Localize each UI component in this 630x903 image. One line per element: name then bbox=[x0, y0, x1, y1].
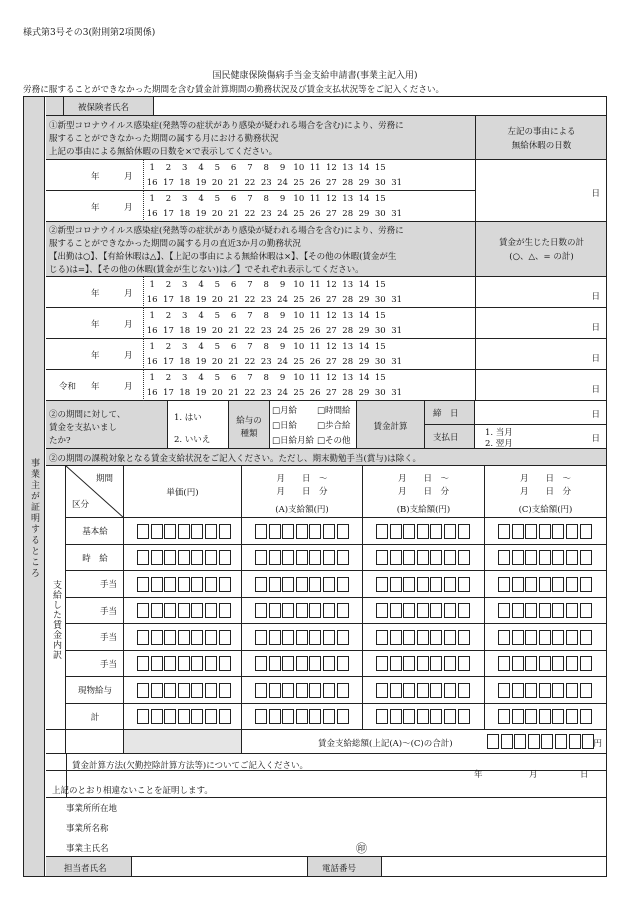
payment-question: ②の期間に対して、 賃金を支払いまし たか? bbox=[46, 401, 168, 449]
amount-a-cell[interactable] bbox=[242, 651, 363, 678]
unit-price-header: 単価(円) bbox=[124, 466, 242, 518]
wage-row-label-cell bbox=[66, 518, 124, 545]
wage-row-label-cell bbox=[66, 571, 124, 598]
amount-c-cell[interactable] bbox=[485, 704, 606, 731]
section2-month-row-4: 令和 年 月 1 2 3 4 5 6 7 8 9 10 11 12 13 14 15 16 17 18 19 20 21 22 23 24 25 26 27 28 29 30 31 bbox=[46, 370, 475, 401]
amount-b-cell[interactable] bbox=[363, 598, 485, 625]
kind-daily-monthly-checkbox[interactable]: □日給月給 bbox=[272, 436, 315, 446]
payment-yes-option[interactable]: 1. はい bbox=[174, 413, 202, 423]
phone-input[interactable] bbox=[382, 857, 606, 876]
pay-next-month-option[interactable]: 2. 翌月 bbox=[485, 439, 513, 449]
amount-b-cell[interactable] bbox=[363, 571, 485, 598]
days-row-first-half: 1 2 3 4 5 6 7 8 9 10 11 12 13 14 15 bbox=[149, 163, 386, 173]
pay-this-month-option[interactable]: 1. 当月 bbox=[485, 428, 513, 438]
amount-c-cell[interactable] bbox=[485, 545, 606, 572]
kind-hourly-checkbox[interactable]: □時間給 bbox=[317, 406, 351, 416]
address-input[interactable] bbox=[130, 798, 600, 816]
staff-label-cell: 担当者氏名 bbox=[46, 857, 132, 876]
seal-mark: ㊞ bbox=[356, 842, 367, 855]
cert-month: 月 bbox=[529, 770, 538, 780]
diagonal-line bbox=[66, 466, 124, 518]
amount-c-cell[interactable] bbox=[485, 651, 606, 678]
payment-answer[interactable] bbox=[168, 401, 229, 449]
kind-commission-checkbox[interactable]: □歩合給 bbox=[317, 421, 351, 431]
payment-no-option[interactable]: 2. いいえ bbox=[174, 435, 211, 445]
col-c-header: 月 日 ～ 月 日 分 (C)支給額(円) bbox=[485, 466, 606, 518]
amount-b-cell[interactable] bbox=[363, 677, 485, 704]
insured-name-label: 被保険者氏名 bbox=[78, 103, 130, 113]
amount-c-cell[interactable] bbox=[485, 624, 606, 651]
form-instruction: 労務に服することができなかった期間を含む賃金計算期間の勤務状況及び賃金支払状況等をご記入ください。 bbox=[23, 85, 445, 95]
amount-c-cell[interactable] bbox=[485, 571, 606, 598]
cert-statement: 上記のとおり相違ないことを証明します。 bbox=[52, 786, 213, 796]
wage-row-label: 手当 bbox=[99, 633, 117, 644]
address-label: 事業所所在地 bbox=[66, 804, 118, 814]
section1-month-row-2: 年 月 1 2 3 4 5 6 7 8 9 10 11 12 13 14 15 16 17 18 19 20 21 22 23 24 25 26 27 28 29 30 31 bbox=[46, 191, 475, 222]
unit-price-cell[interactable] bbox=[124, 704, 242, 731]
wage-row-label: 現物給与 bbox=[77, 686, 112, 697]
amount-a-cell[interactable] bbox=[242, 677, 363, 704]
wage-row-label-cell bbox=[66, 598, 124, 625]
amount-b-cell[interactable] bbox=[363, 704, 485, 731]
wage-row-label-cell bbox=[66, 545, 124, 572]
section2-paid-days-input-4[interactable]: 日 bbox=[475, 370, 606, 401]
form-number: 様式第3号その3(附則第2項関係) bbox=[23, 28, 156, 38]
col-b-header: 月 日 ～ 月 日 分 (B)支給額(円) bbox=[363, 466, 485, 518]
wage-kind-label: 給与の 種類 bbox=[229, 401, 270, 449]
side-label: 事業主が証明するところ bbox=[29, 458, 39, 579]
kind-other-checkbox[interactable]: □その他 bbox=[317, 436, 351, 446]
section2-paid-days-input-2[interactable]: 日 bbox=[475, 308, 606, 339]
amount-c-cell[interactable] bbox=[485, 598, 606, 625]
period-category-cell: 期間 区分 bbox=[66, 466, 124, 518]
wage-group-label: 支給した賃金内訳 bbox=[51, 580, 61, 660]
amount-b-cell[interactable] bbox=[363, 624, 485, 651]
days-row-second-half: 16 17 18 19 20 21 22 23 24 25 26 27 28 29 30 31 bbox=[146, 178, 403, 188]
section2-header: ②新型コロナウイルス感染症(発熱等の症状があり感染が疑われる場合を含む)により、労務に 服することができなかった期間の属する月の直近3か月の勤務状況 【出勤は○】、【有給休暇は△】、【上記の事由による無給休暇は×】、【その他の休暇(賃金が生 じる)は=】、【その他の休暇(賃金が生じない)は／】でそれぞれ表示してください。 bbox=[46, 222, 475, 277]
payday-label: 支払日 bbox=[425, 425, 475, 449]
unit-price-cell[interactable] bbox=[124, 545, 242, 572]
wage-row-label-cell bbox=[66, 677, 124, 704]
insured-name-label-cell bbox=[64, 97, 154, 116]
kind-daily-checkbox[interactable]: □日給 bbox=[272, 421, 298, 431]
office-name-label: 事業所名称 bbox=[66, 824, 109, 834]
unit-price-cell[interactable] bbox=[124, 651, 242, 678]
section2-month-row-2: 年 月 1 2 3 4 5 6 7 8 9 10 11 12 13 14 15 16 17 18 19 20 21 22 23 24 25 26 27 28 29 30 31 bbox=[46, 308, 475, 339]
closing-day-label: 締 日 bbox=[425, 401, 475, 425]
cert-day: 日 bbox=[580, 770, 589, 780]
amount-b-cell[interactable] bbox=[363, 518, 485, 545]
total-amount-boxes[interactable] bbox=[487, 734, 596, 749]
wage-row-label: 手当 bbox=[99, 580, 117, 591]
wage-row-label: 手当 bbox=[99, 659, 117, 670]
amount-a-cell[interactable] bbox=[242, 624, 363, 651]
section1-right-header: 左記の事由による 無給休暇の日数 bbox=[475, 116, 606, 160]
wage-calc-label: 賃金計算 bbox=[357, 401, 425, 449]
unit-price-cell[interactable] bbox=[124, 598, 242, 625]
wage-row-label: 手当 bbox=[99, 606, 117, 617]
form-title: 国民健康保険傷病手当金支給申請書(事業主記入用) bbox=[212, 71, 418, 81]
insured-name-input[interactable] bbox=[154, 97, 606, 116]
wage-row-label: 基本給 bbox=[82, 527, 108, 538]
wage-row-label-cell bbox=[66, 624, 124, 651]
days-row-second-half: 16 17 18 19 20 21 22 23 24 25 26 27 28 29 30 31 bbox=[146, 209, 403, 219]
days-row-first-half: 1 2 3 4 5 6 7 8 9 10 11 12 13 14 15 bbox=[149, 194, 386, 204]
wage-row-label: 計 bbox=[90, 712, 100, 723]
amount-a-cell[interactable] bbox=[242, 545, 363, 572]
total-row: 賃金支給総額(上記(A)～(C)の合計) 円 bbox=[242, 730, 606, 754]
payday-input[interactable]: 1. 当月 2. 翌月 日 bbox=[475, 425, 606, 449]
amount-a-cell[interactable] bbox=[242, 571, 363, 598]
amount-a-cell[interactable] bbox=[242, 598, 363, 625]
unit-price-cell[interactable] bbox=[124, 624, 242, 651]
wage-instruction: ②の期間の課税対象となる賃金支給状況をご記入ください。ただし、期末勤勉手当(賞与)は除く。 bbox=[46, 449, 606, 466]
kind-monthly-checkbox[interactable]: □月給 bbox=[272, 406, 298, 416]
section2-paid-days-input-1[interactable]: 日 bbox=[475, 277, 606, 308]
office-name-input[interactable] bbox=[130, 818, 600, 836]
section2-paid-days-input-3[interactable]: 日 bbox=[475, 339, 606, 370]
wage-row-label: 時 給 bbox=[82, 553, 108, 564]
amount-a-cell[interactable] bbox=[242, 518, 363, 545]
amount-b-cell[interactable] bbox=[363, 651, 485, 678]
amount-b-cell[interactable] bbox=[363, 545, 485, 572]
wage-row-label-cell bbox=[66, 651, 124, 678]
amount-a-cell[interactable] bbox=[242, 704, 363, 731]
closing-day-input[interactable]: 日 bbox=[475, 401, 606, 425]
owner-name-label: 事業主氏名 bbox=[66, 844, 109, 854]
col-a-header: 月 日 ～ 月 日 分 (A)支給額(円) bbox=[242, 466, 363, 518]
cert-year: 年 bbox=[474, 770, 483, 780]
section2-month-row-3: 年 月 1 2 3 4 5 6 7 8 9 10 11 12 13 14 15 16 17 18 19 20 21 22 23 24 25 26 27 28 29 30 31 bbox=[46, 339, 475, 370]
section2-month-row-1: 年 月 1 2 3 4 5 6 7 8 9 10 11 12 13 14 15 16 17 18 19 20 21 22 23 24 25 26 27 28 29 30 31 bbox=[46, 277, 475, 308]
amount-c-cell[interactable] bbox=[485, 677, 606, 704]
staff-name-input[interactable] bbox=[132, 857, 308, 876]
calc-method-input[interactable]: 賃金計算方法(欠勤控除計算方法等)についてご記入ください。 bbox=[72, 761, 308, 771]
wage-row-label-cell bbox=[66, 704, 124, 731]
unit-price-cell[interactable] bbox=[124, 571, 242, 598]
section1-header: ①新型コロナウイルス感染症(発熱等の症状があり感染が疑われる場合を含む)により、労務に 服することができなかった期間の属する月における勤務状況 上記の事由による無給休暇の日数を×で表示してください。 bbox=[46, 116, 475, 160]
section1-month-row-1: 年 月 1 2 3 4 5 6 7 8 9 10 11 12 13 14 15 16 17 18 19 20 21 22 23 24 25 26 27 28 29 30 31 bbox=[46, 160, 475, 191]
section1-unpaid-days-input[interactable]: 日 bbox=[475, 160, 606, 222]
wage-kind-options[interactable] bbox=[270, 401, 357, 449]
unit-price-cell[interactable] bbox=[124, 677, 242, 704]
owner-name-input[interactable] bbox=[130, 838, 360, 856]
section2-right-header: 賃金が生じた日数の計 (○、△、= の計) bbox=[475, 222, 606, 277]
phone-label-cell: 電話番号 bbox=[308, 857, 382, 876]
unit-price-cell[interactable] bbox=[124, 518, 242, 545]
amount-c-cell[interactable] bbox=[485, 518, 606, 545]
